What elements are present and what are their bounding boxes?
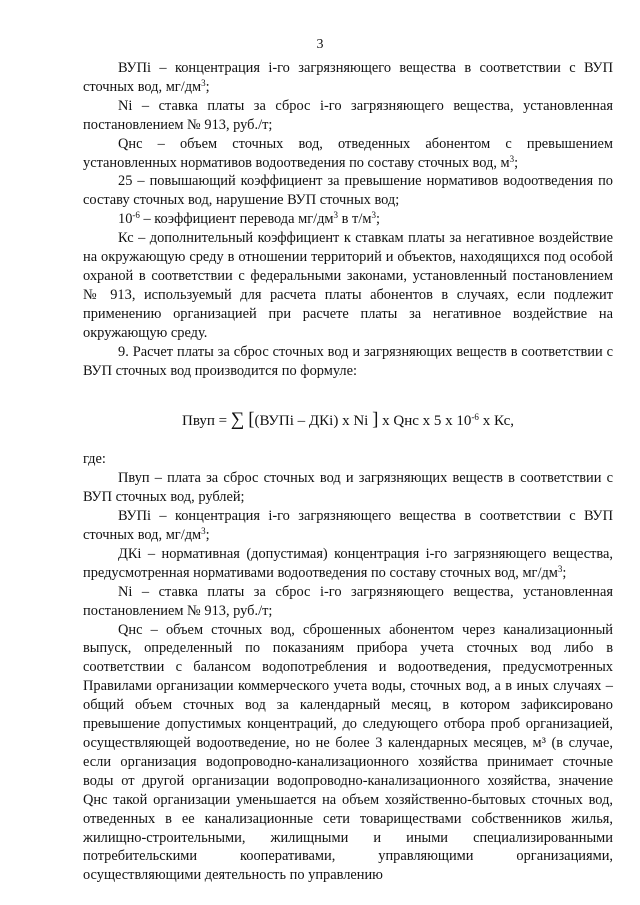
definition-vupi: ВУПi – концентрация i-го загрязняющего вещества в соответствии с ВУП сточных вод, $мг/дм^3$;: [83, 60, 613, 95]
definition-vupi-2: ВУПi – концентрация i-го загрязняющего вещества в соответствии с ВУП сточных вод, $мг/дм^3$;: [83, 508, 613, 544]
definition-ni-2: Ni – ставка платы за сброс i-го загрязняющего вещества, установленная постановлением № 913, руб./т;: [83, 583, 613, 619]
page-number: 3: [316, 37, 324, 52]
definition-ks: Кс – дополнительный коэффициент к ставкам платы за негативное воздействие на окружающую среду в отношении территорий и объектов, находящихся под особой охраной в соответствии с федеральными законами, установленный постановлением № 913, используемый для расчета платы абонентов в случаях, если подлежит применению организацией при расчете платы за негативное воздействие на окружающую среду.: [83, 230, 613, 341]
definition-conversion-factor: $10^{-6}$ – коэффициент перевода $мг/дм^3$ в $т/м^3$;: [118, 210, 380, 228]
definition-ni: Ni – ставка платы за сброс i-го загрязняющего вещества, установленная постановлением № 913, руб./т;: [83, 97, 613, 133]
payment-formula: Пвуп = ∑ [(ВУПi – ДКi) x Ni ] x Qнс x 5 x $10^{-6}$ x Кс,: [182, 409, 514, 431]
definition-coefficient-25: 25 – повышающий коэффициент за превышение нормативов водоотведения по составу сточных вод, нарушение ВУП сточных вод;: [83, 173, 613, 209]
definition-qns: Qнс – объем сточных вод, отведенных абонентом с превышением установленных нормативов водоотведения по составу сточных вод, $м^3$;: [83, 135, 613, 171]
document-body: [83, 59, 613, 885]
definition-pvup: Пвуп – плата за сброс сточных вод и загрязняющих веществ в соответствии с ВУП сточных вод, рублей;: [83, 470, 613, 506]
where-label: где:: [83, 451, 106, 468]
definition-dki: ДКi – нормативная (допустимая) концентрация i-го загрязняющего вещества, предусмотренная нормативами водоотведения по составу сточных вод, $мг/дм^3$;: [83, 545, 613, 581]
definition-qns-2: Qнс – объем сточных вод, сброшенных абонентом через канализационный выпуск, определенный по показаниям прибора учета сточных вод либо в соответствии с балансом водопотребления и водоотведения, предусмотренных Правилами организации коммерческого учета воды, сточных вод, а в иных случаях – общий объем сточных вод за календарный месяц, в котором зафиксировано превышение допустимых концентраций, до следующего отбора проб организацией, осуществляющей водоотведение, но не более 3 календарных месяцев, м³ (в случае, если организация водопроводно-канализационного хозяйства принимает сточные воды от другой организации водопроводно-канализационного хозяйства, значение Qнс такой организации уменьшается на объем хозяйственно-бытовых сточных вод, отведенных в ее канализационные сети товариществами собственников жилья, жилищно-строительными, жилищными и иными специализированными потребительскими кооперативами, управляющими организациями, осуществляющими деятельность по управлению: [83, 621, 613, 884]
clause-9: 9. Расчет платы за сброс сточных вод и загрязняющих веществ в соответствии с ВУП сточных вод производится по формуле:: [83, 343, 613, 379]
